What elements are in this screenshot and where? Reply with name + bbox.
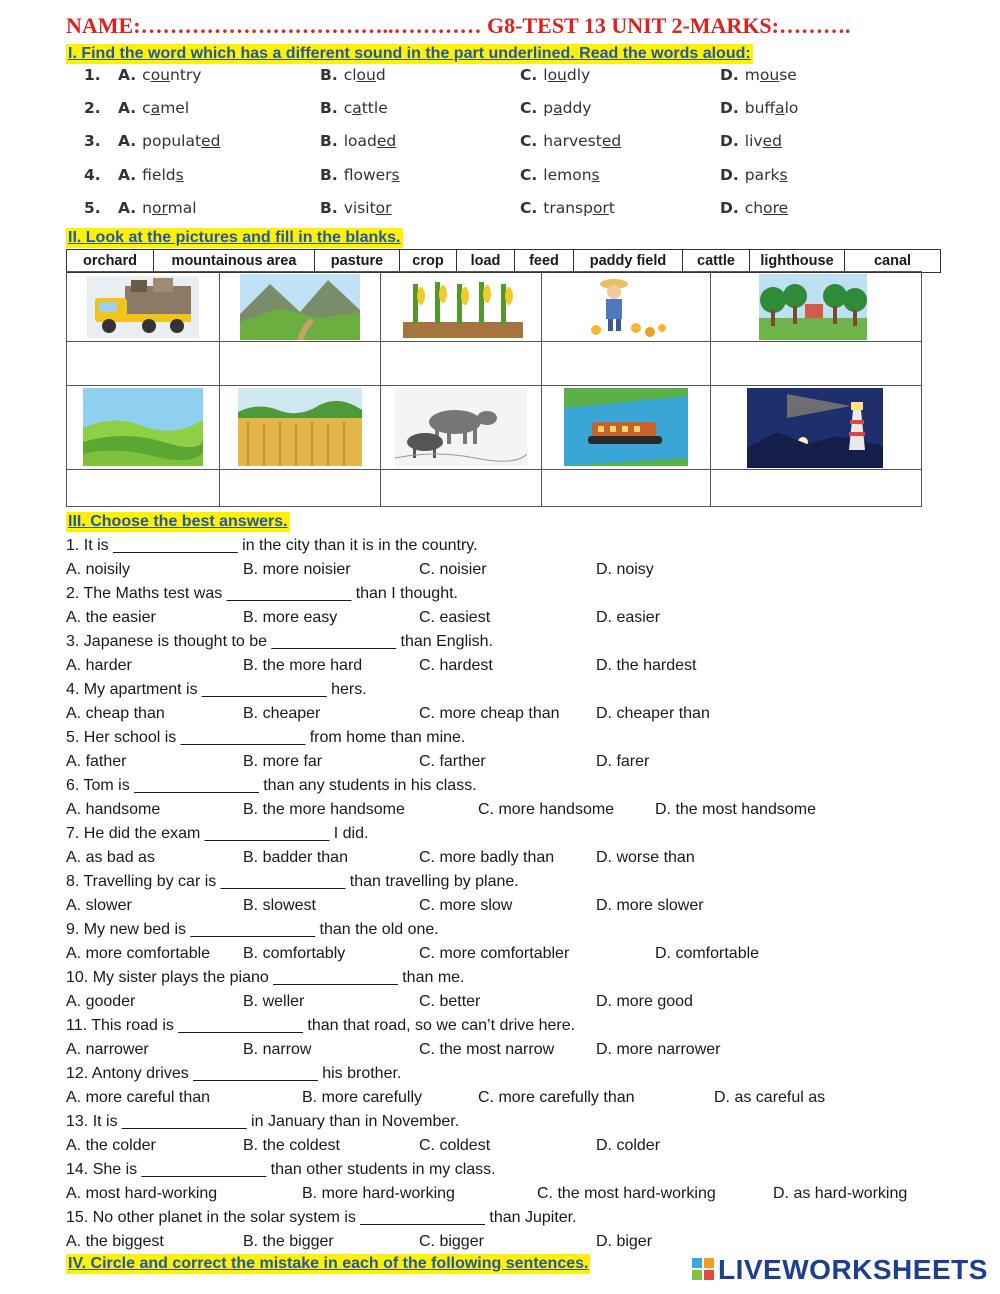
question-text: 15. No other planet in the solar system is ______________ than Jupiter.: [66, 1209, 577, 1226]
answer-option[interactable]: A. as bad as: [66, 849, 155, 866]
item-number: 5.: [84, 199, 101, 217]
section-2-title: II. Look at the pictures and fill in the blanks.: [68, 229, 401, 246]
answer-option[interactable]: B. more carefully: [302, 1089, 423, 1106]
answer-option[interactable]: B. more easy: [243, 609, 338, 626]
picture-grid: [66, 271, 922, 507]
answer-option[interactable]: A. cheap than: [66, 705, 165, 722]
answer-option[interactable]: B. more noisier: [243, 561, 351, 578]
question-text: 9. My new bed is ______________ than the old one.: [66, 921, 439, 938]
question-text: 14. She is ______________ than other students in my class.: [66, 1161, 496, 1178]
answer-blank[interactable]: [67, 470, 220, 507]
answer-option[interactable]: C. more cheap than: [419, 705, 560, 722]
answer-option[interactable]: B. cheaper: [243, 705, 321, 722]
answer-option[interactable]: B. narrow: [243, 1041, 312, 1058]
answer-option[interactable]: D. biger: [596, 1233, 653, 1250]
phonetics-option[interactable]: B. flowers: [320, 166, 400, 184]
question-text: 8. Travelling by car is ______________ than travelling by plane.: [66, 873, 519, 890]
phonetics-option[interactable]: D. lived: [720, 132, 782, 150]
answer-option[interactable]: C. more carefully than: [478, 1089, 635, 1106]
answer-option[interactable]: D. comfortable: [655, 945, 760, 962]
answer-option[interactable]: D. farer: [596, 753, 650, 770]
word-bank-item: load: [457, 250, 515, 273]
phonetics-option[interactable]: D. parks: [720, 166, 788, 184]
answer-option[interactable]: A. noisily: [66, 561, 131, 578]
answer-option[interactable]: C. better: [419, 993, 481, 1010]
answer-option[interactable]: D. more slower: [596, 897, 704, 914]
phonetics-item: [84, 199, 984, 223]
answer-blank[interactable]: [381, 342, 542, 386]
phonetics-option[interactable]: A. fields: [118, 166, 184, 184]
answer-option[interactable]: A. the biggest: [66, 1233, 164, 1250]
answer-blank[interactable]: [542, 342, 711, 386]
answer-option[interactable]: A. gooder: [66, 993, 136, 1010]
answer-option[interactable]: D. more narrower: [596, 1041, 721, 1058]
phonetics-option[interactable]: B. visitor: [320, 199, 392, 217]
answer-option[interactable]: C. more badly than: [419, 849, 555, 866]
phonetics-option[interactable]: C. harvested: [520, 132, 622, 150]
word-bank-item: pasture: [315, 250, 400, 273]
answer-option[interactable]: C. hardest: [419, 657, 493, 674]
phonetics-option[interactable]: D. chore: [720, 199, 789, 217]
answer-option[interactable]: C. more slow: [419, 897, 513, 914]
word-bank-item: paddy field: [574, 250, 683, 273]
word-bank-item: canal: [845, 250, 941, 273]
corn-crop-picture: [403, 274, 523, 340]
answer-option[interactable]: D. as careful as: [714, 1089, 826, 1106]
phonetics-option[interactable]: B. cloud: [320, 66, 386, 84]
answer-option[interactable]: B. the bigger: [243, 1233, 334, 1250]
word-bank-item: cattle: [683, 250, 750, 273]
answer-option[interactable]: D. cheaper than: [596, 705, 710, 722]
word-bank-item: lighthouse: [750, 250, 845, 273]
answer-option[interactable]: A. more careful than: [66, 1089, 211, 1106]
picture-cell: [542, 386, 711, 470]
item-number: 4.: [84, 166, 101, 184]
answer-option[interactable]: C. the most hard-working: [537, 1185, 716, 1202]
answer-option[interactable]: C. bigger: [419, 1233, 484, 1250]
answer-option[interactable]: D. worse than: [596, 849, 695, 866]
phonetics-item: [84, 99, 984, 123]
answer-option[interactable]: B. comfortably: [243, 945, 346, 962]
word-bank-item: orchard: [67, 250, 154, 273]
answer-blank[interactable]: [542, 470, 711, 507]
item-number: 2.: [84, 99, 101, 117]
phonetics-item: [84, 66, 984, 90]
question-text: 7. He did the exam ______________ I did.: [66, 825, 369, 842]
orchard-trees-picture: [759, 274, 867, 340]
answer-option[interactable]: A. the easier: [66, 609, 156, 626]
answer-option[interactable]: C. the most narrow: [419, 1041, 555, 1058]
item-number: 1.: [84, 66, 101, 84]
item-number: 3.: [84, 132, 101, 150]
phonetics-option[interactable]: C. transport: [520, 199, 615, 217]
question-text: 2. The Maths test was ______________ than I thought.: [66, 585, 458, 602]
picture-cell: [67, 272, 220, 342]
answer-option[interactable]: B. the coldest: [243, 1137, 340, 1154]
phonetics-option[interactable]: B. loaded: [320, 132, 397, 150]
answer-option[interactable]: A. father: [66, 753, 127, 770]
section-3-title: III. Choose the best answers.: [68, 513, 288, 530]
question-text: 11. This road is ______________ than that road, so we can’t drive here.: [66, 1017, 576, 1034]
worksheet-header: NAME:……………………………..………… G8-TEST 13 UNIT 2-MARKS:……….: [66, 13, 851, 38]
answer-option[interactable]: A. slower: [66, 897, 132, 914]
phonetics-option[interactable]: D. buffalo: [720, 99, 799, 117]
question-text: 3. Japanese is thought to be ______________ than English.: [66, 633, 494, 650]
phonetics-option[interactable]: C. paddy: [520, 99, 592, 117]
phonetics-option[interactable]: A. camel: [118, 99, 190, 117]
answer-option[interactable]: A. most hard-working: [66, 1185, 218, 1202]
word-bank-item: crop: [400, 250, 457, 273]
green-pasture-picture: [83, 388, 203, 466]
phonetics-option[interactable]: A. country: [118, 66, 202, 84]
picture-cell: [381, 272, 542, 342]
phonetics-item: [84, 166, 984, 190]
answer-blank[interactable]: [220, 470, 381, 507]
answer-blank[interactable]: [711, 342, 922, 386]
picture-cell: [381, 386, 542, 470]
answer-option[interactable]: A. the colder: [66, 1137, 156, 1154]
loaded-truck-picture: [87, 276, 199, 338]
answer-option[interactable]: B. the more handsome: [243, 801, 405, 818]
brand-name: LIVEWORKSHEETS: [718, 1254, 988, 1285]
phonetics-item: [84, 132, 984, 156]
answer-option[interactable]: A. handsome: [66, 801, 161, 818]
answer-option[interactable]: C. noisier: [419, 561, 487, 578]
answer-option[interactable]: D. the hardest: [596, 657, 697, 674]
mountain-valley-picture: [240, 274, 360, 340]
answer-option[interactable]: B. badder than: [243, 849, 348, 866]
question-text: 4. My apartment is ______________ hers.: [66, 681, 367, 698]
word-bank: [66, 249, 941, 273]
answer-blank[interactable]: [67, 342, 220, 386]
question-text: 12. Antony drives ______________ his brother.: [66, 1065, 402, 1082]
answer-option[interactable]: D. colder: [596, 1137, 661, 1154]
answer-option[interactable]: D. as hard-working: [773, 1185, 908, 1202]
wheat-field-picture: [238, 388, 362, 466]
answer-blank[interactable]: [711, 470, 922, 507]
phonetics-option[interactable]: A. normal: [118, 199, 197, 217]
phonetics-option[interactable]: C. lemons: [520, 166, 600, 184]
answer-option[interactable]: C. more comfortabler: [419, 945, 570, 962]
question-text: 10. My sister plays the piano ______________ than me.: [66, 969, 465, 986]
phonetics-option[interactable]: B. cattle: [320, 99, 388, 117]
farmer-feeding-chickens-picture: [578, 274, 674, 340]
answer-option[interactable]: D. more good: [596, 993, 693, 1010]
question-text: 5. Her school is ______________ from home than mine.: [66, 729, 466, 746]
picture-cell: [67, 386, 220, 470]
canal-boat-picture: [564, 388, 688, 466]
answer-option[interactable]: A. harder: [66, 657, 132, 674]
picture-cell: [220, 272, 381, 342]
phonetics-option[interactable]: A. populated: [118, 132, 221, 150]
answer-option[interactable]: A. narrower: [66, 1041, 149, 1058]
answer-option[interactable]: C. coldest: [419, 1137, 491, 1154]
answer-option[interactable]: B. more far: [243, 753, 323, 770]
question-text: 6. Tom is ______________ than any students in his class.: [66, 777, 477, 794]
picture-cell: [711, 386, 922, 470]
word-bank-item: mountainous area: [154, 250, 315, 273]
section-4-title: IV. Circle and correct the mistake in each of the following sentences.: [68, 1255, 589, 1272]
answer-blank[interactable]: [220, 342, 381, 386]
answer-option[interactable]: C. more handsome: [478, 801, 615, 818]
phonetics-option[interactable]: C. loudly: [520, 66, 591, 84]
answer-option[interactable]: B. weller: [243, 993, 305, 1010]
picture-cell: [711, 272, 922, 342]
cattle-sketch-picture: [395, 388, 527, 466]
picture-cell: [542, 272, 711, 342]
phonetics-option[interactable]: D. mouse: [720, 66, 797, 84]
question-text: 1. It is ______________ in the city than it is in the country.: [66, 537, 478, 554]
answer-option[interactable]: D. easier: [596, 609, 661, 626]
answer-option[interactable]: B. more hard-working: [302, 1185, 455, 1202]
liveworksheets-logo-icon: [692, 1258, 714, 1280]
lighthouse-night-picture: [747, 388, 883, 468]
question-text: 13. It is ______________ in January than in November.: [66, 1113, 460, 1130]
answer-option[interactable]: D. noisy: [596, 561, 654, 578]
answer-option[interactable]: C. easiest: [419, 609, 491, 626]
section-1-title: I. Find the word which has a different sound in the part underlined. Read the words aloud:: [68, 45, 751, 62]
answer-option[interactable]: A. more comfortable: [66, 945, 211, 962]
picture-cell: [220, 386, 381, 470]
answer-option[interactable]: B. slowest: [243, 897, 316, 914]
word-bank-item: feed: [515, 250, 574, 273]
answer-option[interactable]: C. farther: [419, 753, 486, 770]
answer-blank[interactable]: [381, 470, 542, 507]
answer-option[interactable]: B. the more hard: [243, 657, 363, 674]
answer-option[interactable]: D. the most handsome: [655, 801, 816, 818]
